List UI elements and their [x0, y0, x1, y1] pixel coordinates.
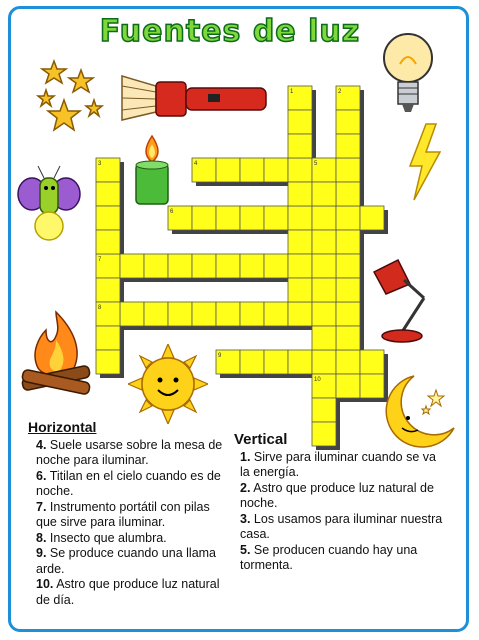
- clue-h6: 6. Titilan en el cielo cuando es de noche.: [36, 468, 221, 498]
- crossword-cell[interactable]: [96, 182, 120, 206]
- firefly-icon: [14, 160, 84, 245]
- clue-number: 3: [98, 161, 102, 167]
- crossword-cell[interactable]: [240, 254, 264, 278]
- clue-number: 5: [314, 161, 318, 167]
- clue-v5: 5. Se producen cuando hay una tormenta.: [240, 542, 418, 572]
- clue-h10: 10. Astro que produce luz natural de día.: [36, 577, 220, 607]
- crossword-cell[interactable]: [288, 206, 312, 230]
- crossword-cell[interactable]: [336, 326, 360, 350]
- crossword-cell[interactable]: [192, 254, 216, 278]
- crossword-cell[interactable]: [216, 206, 240, 230]
- crossword-cell[interactable]: [240, 302, 264, 326]
- crossword-cell[interactable]: [312, 230, 336, 254]
- clue-number: 4: [194, 161, 198, 167]
- crossword-cell[interactable]: [144, 254, 168, 278]
- horizontal-heading: Horizontal: [28, 419, 97, 435]
- lamp-icon: [368, 256, 438, 346]
- crossword-cell[interactable]: [216, 158, 240, 182]
- crossword-cell[interactable]: [120, 254, 144, 278]
- clue-number: 1: [290, 89, 294, 95]
- crossword-cell[interactable]: [240, 206, 264, 230]
- crossword-cell[interactable]: [120, 302, 144, 326]
- stars-icon: [36, 56, 106, 136]
- crossword-cell[interactable]: [240, 158, 264, 182]
- crossword-cell[interactable]: [288, 254, 312, 278]
- crossword-cell[interactable]: [144, 302, 168, 326]
- crossword-cell[interactable]: [312, 206, 336, 230]
- crossword-cell[interactable]: [264, 206, 288, 230]
- crossword-cell[interactable]: [312, 326, 336, 350]
- vertical-clues: [234, 432, 444, 574]
- crossword-cell[interactable]: [216, 254, 240, 278]
- clue-v1: 1. Sirve para iluminar cuando se va la energía.: [240, 449, 436, 479]
- crossword-cell[interactable]: [264, 158, 288, 182]
- crossword-cell[interactable]: [336, 350, 360, 374]
- horizontal-clues: [28, 420, 228, 608]
- crossword-cell[interactable]: [336, 230, 360, 254]
- crossword-cell[interactable]: [336, 134, 360, 158]
- clue-number: 9: [218, 353, 222, 359]
- lightbulb-icon: [378, 30, 438, 120]
- crossword-cell[interactable]: [288, 302, 312, 326]
- crossword-cell[interactable]: [288, 230, 312, 254]
- crossword-cell[interactable]: [288, 134, 312, 158]
- clue-v2: 2. Astro que produce luz natural de noche.: [240, 480, 434, 510]
- clue-number: 6: [170, 209, 174, 215]
- clue-h8: 8. Insecto que alumbra.: [36, 530, 167, 545]
- clue-number: 10: [314, 377, 321, 383]
- crossword-cell[interactable]: [96, 326, 120, 350]
- crossword-cell[interactable]: [336, 158, 360, 182]
- candle-icon: [130, 134, 175, 209]
- clue-number: 2: [338, 89, 342, 95]
- crossword-cell[interactable]: [168, 302, 192, 326]
- clue-number: 8: [98, 305, 102, 311]
- crossword-cell[interactable]: [336, 254, 360, 278]
- vertical-heading: Vertical: [234, 431, 288, 448]
- crossword-cell[interactable]: [288, 278, 312, 302]
- campfire-icon: [16, 306, 96, 396]
- crossword-cell[interactable]: [312, 254, 336, 278]
- crossword-cell[interactable]: [312, 350, 336, 374]
- crossword-cell[interactable]: [288, 158, 312, 182]
- crossword-cell[interactable]: [312, 398, 336, 422]
- crossword-cell[interactable]: [192, 302, 216, 326]
- page-title: Fuentes de luz: [99, 14, 361, 49]
- crossword-cell[interactable]: [312, 278, 336, 302]
- crossword-cell[interactable]: [360, 350, 384, 374]
- crossword-cell[interactable]: [336, 302, 360, 326]
- clue-h9: 9. Se produce cuando una llama arde.: [36, 546, 217, 576]
- clue-h7: 7. Instrumento portátil con pilas que sirve para iluminar.: [36, 499, 210, 529]
- crossword-cell[interactable]: [264, 350, 288, 374]
- crossword-cell[interactable]: [240, 350, 264, 374]
- lightning-icon: [404, 122, 444, 202]
- crossword-cell[interactable]: [96, 278, 120, 302]
- crossword-cell[interactable]: [336, 278, 360, 302]
- crossword-cell[interactable]: [168, 254, 192, 278]
- crossword-cell[interactable]: [288, 110, 312, 134]
- crossword-cell[interactable]: [96, 206, 120, 230]
- crossword-cell[interactable]: [96, 230, 120, 254]
- crossword-cell[interactable]: [360, 374, 384, 398]
- crossword-cell[interactable]: [96, 350, 120, 374]
- crossword-cell[interactable]: [360, 206, 384, 230]
- crossword-cell[interactable]: [264, 302, 288, 326]
- crossword-cell[interactable]: [264, 254, 288, 278]
- sun-icon: [128, 344, 208, 424]
- crossword-cell[interactable]: [312, 182, 336, 206]
- crossword-cell[interactable]: [288, 182, 312, 206]
- flashlight-icon: [118, 68, 273, 128]
- crossword-cell[interactable]: [192, 206, 216, 230]
- crossword-cell[interactable]: [336, 374, 360, 398]
- crossword-cell[interactable]: [336, 206, 360, 230]
- crossword-cell[interactable]: [312, 302, 336, 326]
- crossword-cell[interactable]: [216, 302, 240, 326]
- clue-number: 7: [98, 257, 102, 263]
- crossword-cell[interactable]: [288, 350, 312, 374]
- crossword-cell[interactable]: [336, 110, 360, 134]
- clue-v3: 3. Los usamos para iluminar nuestra casa.: [240, 511, 443, 541]
- clue-h4: 4. Suele usarse sobre la mesa de noche para iluminar.: [36, 437, 223, 467]
- crossword-cell[interactable]: [336, 182, 360, 206]
